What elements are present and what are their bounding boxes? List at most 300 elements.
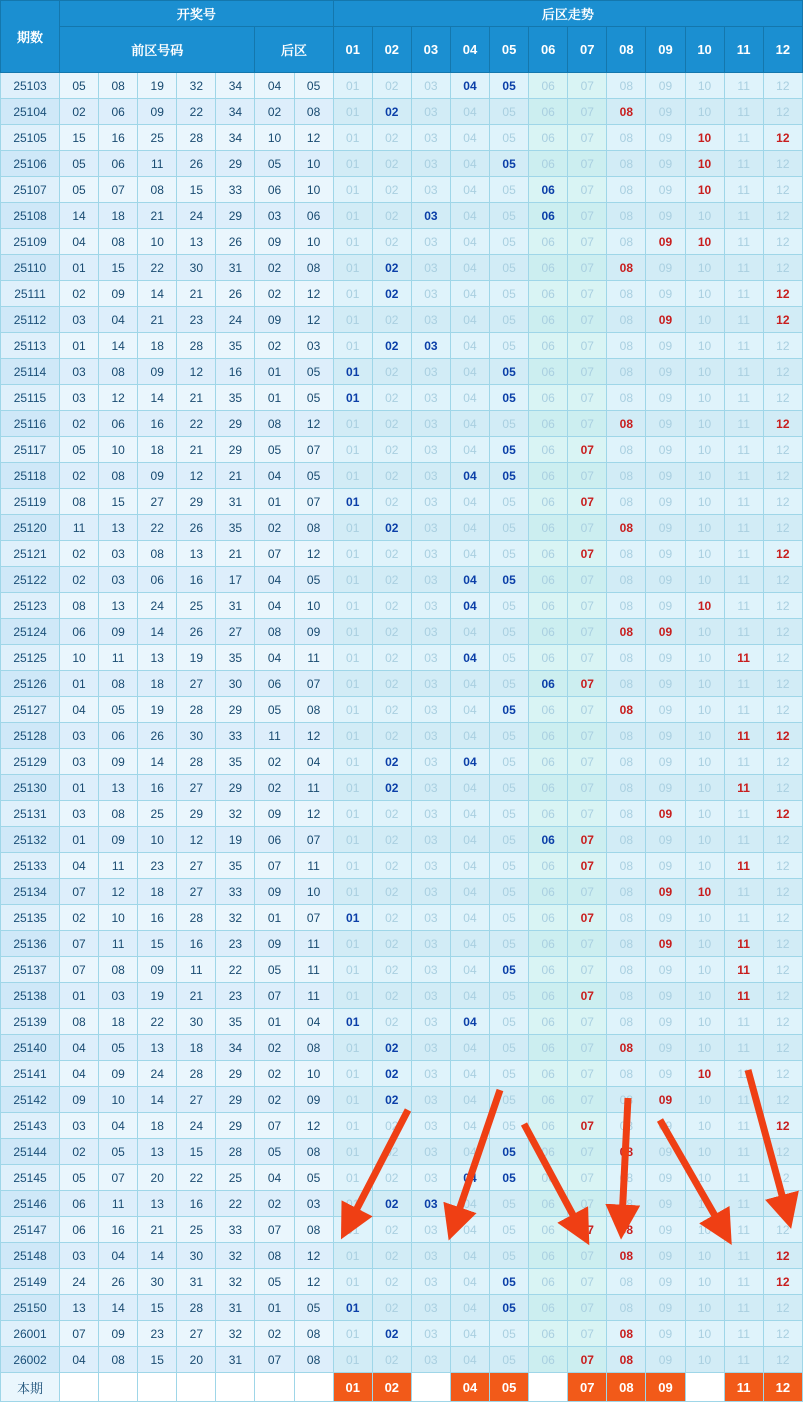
front-number-3: 15 [138, 1347, 177, 1373]
trend-cell-08: 08 [607, 281, 646, 307]
table-body [1, 73, 803, 1373]
trend-cell-03: 03 [411, 463, 450, 489]
current-cell-07[interactable]: 07 [568, 1373, 607, 1402]
front-number-2: 05 [99, 697, 138, 723]
current-cell-11[interactable]: 11 [724, 1373, 763, 1402]
trend-cell-02: 02 [372, 463, 411, 489]
trend-cell-04: 04 [450, 567, 489, 593]
trend-cell-10: 10 [685, 983, 724, 1009]
header-trend-col-10: 10 [685, 27, 724, 73]
front-number-2: 03 [99, 983, 138, 1009]
trend-cell-09: 09 [646, 1217, 685, 1243]
row-issue: 25135 [1, 905, 60, 931]
front-number-1: 01 [60, 333, 99, 359]
front-number-2: 16 [99, 1217, 138, 1243]
trend-cell-10: 10 [685, 1269, 724, 1295]
trend-cell-09: 09 [646, 1347, 685, 1373]
trend-cell-07: 07 [568, 853, 607, 879]
trend-cell-03: 03 [411, 619, 450, 645]
front-number-4: 28 [177, 905, 216, 931]
front-number-1: 04 [60, 853, 99, 879]
trend-cell-11: 11 [724, 385, 763, 411]
front-number-3: 16 [138, 905, 177, 931]
trend-cell-03: 03 [411, 1165, 450, 1191]
trend-cell-12: 12 [763, 1061, 802, 1087]
trend-cell-09: 09 [646, 359, 685, 385]
front-number-5: 35 [216, 749, 255, 775]
table-row [1, 1035, 803, 1061]
trend-cell-04: 04 [450, 1035, 489, 1061]
trend-cell-09: 09 [646, 255, 685, 281]
trend-cell-01: 01 [333, 853, 372, 879]
front-number-3: 13 [138, 1139, 177, 1165]
front-number-5: 30 [216, 671, 255, 697]
trend-cell-10: 10 [685, 541, 724, 567]
table-row [1, 853, 803, 879]
front-number-2: 13 [99, 775, 138, 801]
table-row [1, 541, 803, 567]
trend-cell-07: 07 [568, 489, 607, 515]
trend-cell-02: 02 [372, 73, 411, 99]
front-number-1: 06 [60, 619, 99, 645]
trend-cell-02: 02 [372, 879, 411, 905]
row-issue: 25137 [1, 957, 60, 983]
trend-cell-09: 09 [646, 1087, 685, 1113]
trend-cell-07: 07 [568, 99, 607, 125]
trend-cell-02: 02 [372, 1321, 411, 1347]
trend-cell-08: 08 [607, 775, 646, 801]
trend-cell-01: 01 [333, 645, 372, 671]
trend-cell-05: 05 [490, 333, 529, 359]
current-cell-12[interactable]: 12 [763, 1373, 802, 1402]
trend-cell-02: 02 [372, 723, 411, 749]
trend-cell-04: 04 [450, 203, 489, 229]
trend-cell-09: 09 [646, 541, 685, 567]
back-number-2: 05 [294, 1295, 333, 1321]
header-trend-col-09: 09 [646, 27, 685, 73]
trend-cell-08: 08 [607, 411, 646, 437]
current-cell-03[interactable] [411, 1373, 450, 1402]
row-issue: 25130 [1, 775, 60, 801]
trend-cell-10: 10 [685, 1321, 724, 1347]
trend-cell-09: 09 [646, 411, 685, 437]
back-number-1: 11 [255, 723, 294, 749]
front-number-1: 02 [60, 281, 99, 307]
front-number-1: 14 [60, 203, 99, 229]
trend-cell-06: 06 [529, 1139, 568, 1165]
front-number-4: 28 [177, 697, 216, 723]
trend-cell-04: 04 [450, 1139, 489, 1165]
front-number-1: 06 [60, 1191, 99, 1217]
trend-cell-05: 05 [490, 437, 529, 463]
trend-cell-11: 11 [724, 307, 763, 333]
trend-cell-11: 11 [724, 489, 763, 515]
front-number-1: 01 [60, 255, 99, 281]
trend-cell-01: 01 [333, 1321, 372, 1347]
front-number-4: 28 [177, 1061, 216, 1087]
trend-cell-11: 11 [724, 1347, 763, 1373]
table-row [1, 229, 803, 255]
front-number-4: 27 [177, 879, 216, 905]
trend-cell-09: 09 [646, 515, 685, 541]
trend-cell-07: 07 [568, 1061, 607, 1087]
trend-cell-07: 07 [568, 1113, 607, 1139]
front-number-5: 29 [216, 1061, 255, 1087]
front-number-4: 27 [177, 1321, 216, 1347]
trend-cell-10: 10 [685, 411, 724, 437]
trend-cell-06: 06 [529, 775, 568, 801]
trend-cell-04: 04 [450, 775, 489, 801]
trend-cell-12: 12 [763, 645, 802, 671]
trend-cell-01: 01 [333, 73, 372, 99]
front-number-1: 04 [60, 1061, 99, 1087]
front-number-3: 14 [138, 385, 177, 411]
trend-cell-03: 03 [411, 437, 450, 463]
trend-cell-03: 03 [411, 567, 450, 593]
back-number-1: 06 [255, 671, 294, 697]
trend-cell-02: 02 [372, 411, 411, 437]
trend-cell-01: 01 [333, 281, 372, 307]
row-issue: 25125 [1, 645, 60, 671]
trend-cell-10: 10 [685, 801, 724, 827]
trend-cell-03: 03 [411, 931, 450, 957]
trend-cell-08: 08 [607, 1139, 646, 1165]
trend-cell-05: 05 [490, 671, 529, 697]
trend-cell-09: 09 [646, 151, 685, 177]
front-number-3: 24 [138, 593, 177, 619]
trend-cell-05: 05 [490, 567, 529, 593]
trend-cell-08: 08 [607, 99, 646, 125]
back-number-2: 04 [294, 1009, 333, 1035]
trend-cell-10: 10 [685, 619, 724, 645]
front-number-1: 03 [60, 1243, 99, 1269]
trend-cell-06: 06 [529, 463, 568, 489]
trend-cell-03: 03 [411, 1191, 450, 1217]
trend-cell-06: 06 [529, 1217, 568, 1243]
trend-cell-08: 08 [607, 151, 646, 177]
front-number-2: 08 [99, 1347, 138, 1373]
front-number-2: 13 [99, 593, 138, 619]
trend-cell-04: 04 [450, 229, 489, 255]
trend-cell-05: 05 [490, 749, 529, 775]
trend-cell-01: 01 [333, 437, 372, 463]
trend-cell-03: 03 [411, 1035, 450, 1061]
front-number-1: 08 [60, 489, 99, 515]
trend-cell-09: 09 [646, 775, 685, 801]
front-number-3: 14 [138, 1087, 177, 1113]
table-row [1, 1243, 803, 1269]
front-number-2: 06 [99, 99, 138, 125]
table-row [1, 1139, 803, 1165]
back-number-1: 01 [255, 905, 294, 931]
row-issue: 25147 [1, 1217, 60, 1243]
trend-cell-08: 08 [607, 1269, 646, 1295]
trend-cell-11: 11 [724, 1035, 763, 1061]
trend-cell-04: 04 [450, 125, 489, 151]
current-cell-02[interactable]: 02 [372, 1373, 411, 1402]
front-number-4: 12 [177, 359, 216, 385]
trend-cell-07: 07 [568, 151, 607, 177]
trend-cell-03: 03 [411, 359, 450, 385]
front-number-5: 34 [216, 73, 255, 99]
row-issue: 25106 [1, 151, 60, 177]
trend-cell-10: 10 [685, 281, 724, 307]
front-number-4: 29 [177, 489, 216, 515]
front-number-3: 09 [138, 359, 177, 385]
front-number-4: 27 [177, 671, 216, 697]
current-cell-09[interactable]: 09 [646, 1373, 685, 1402]
front-number-5: 32 [216, 1269, 255, 1295]
trend-cell-03: 03 [411, 1217, 450, 1243]
trend-cell-11: 11 [724, 125, 763, 151]
front-number-5: 32 [216, 1243, 255, 1269]
trend-cell-03: 03 [411, 957, 450, 983]
trend-cell-06: 06 [529, 905, 568, 931]
trend-cell-09: 09 [646, 983, 685, 1009]
current-cell-01[interactable]: 01 [333, 1373, 372, 1402]
back-number-1: 06 [255, 177, 294, 203]
table-row [1, 1087, 803, 1113]
trend-cell-10: 10 [685, 255, 724, 281]
trend-cell-11: 11 [724, 619, 763, 645]
front-number-1: 09 [60, 1087, 99, 1113]
back-number-1: 05 [255, 1269, 294, 1295]
trend-cell-06: 06 [529, 723, 568, 749]
back-number-1: 02 [255, 1321, 294, 1347]
back-number-2: 12 [294, 801, 333, 827]
trend-cell-11: 11 [724, 983, 763, 1009]
front-number-4: 24 [177, 203, 216, 229]
trend-cell-03: 03 [411, 333, 450, 359]
trend-cell-09: 09 [646, 1035, 685, 1061]
front-number-5: 34 [216, 99, 255, 125]
front-number-3: 22 [138, 515, 177, 541]
row-issue: 25133 [1, 853, 60, 879]
current-cell-08[interactable]: 08 [607, 1373, 646, 1402]
back-number-2: 11 [294, 957, 333, 983]
header-trend-col-05: 05 [490, 27, 529, 73]
back-number-2: 08 [294, 515, 333, 541]
trend-cell-07: 07 [568, 957, 607, 983]
row-issue: 25128 [1, 723, 60, 749]
trend-cell-02: 02 [372, 177, 411, 203]
front-number-3: 27 [138, 489, 177, 515]
trend-cell-02: 02 [372, 853, 411, 879]
front-number-3: 19 [138, 983, 177, 1009]
trend-cell-08: 08 [607, 1321, 646, 1347]
front-number-5: 26 [216, 229, 255, 255]
trend-cell-01: 01 [333, 411, 372, 437]
table-row [1, 151, 803, 177]
back-number-1: 09 [255, 801, 294, 827]
trend-cell-08: 08 [607, 1243, 646, 1269]
trend-cell-09: 09 [646, 671, 685, 697]
trend-cell-03: 03 [411, 879, 450, 905]
trend-cell-05: 05 [490, 99, 529, 125]
trend-cell-11: 11 [724, 541, 763, 567]
front-number-2: 06 [99, 411, 138, 437]
trend-cell-09: 09 [646, 1269, 685, 1295]
front-number-5: 22 [216, 1191, 255, 1217]
back-number-1: 05 [255, 437, 294, 463]
row-issue: 25144 [1, 1139, 60, 1165]
trend-cell-12: 12 [763, 1269, 802, 1295]
trend-cell-12: 12 [763, 1009, 802, 1035]
front-number-5: 21 [216, 463, 255, 489]
back-number-1: 08 [255, 619, 294, 645]
trend-cell-07: 07 [568, 619, 607, 645]
front-number-3: 21 [138, 1217, 177, 1243]
front-number-3: 26 [138, 723, 177, 749]
trend-cell-06: 06 [529, 697, 568, 723]
trend-cell-10: 10 [685, 645, 724, 671]
trend-cell-07: 07 [568, 671, 607, 697]
trend-cell-12: 12 [763, 437, 802, 463]
current-blank-3 [138, 1373, 177, 1402]
trend-cell-01: 01 [333, 671, 372, 697]
trend-cell-02: 02 [372, 1295, 411, 1321]
front-number-3: 15 [138, 931, 177, 957]
current-cell-10[interactable] [685, 1373, 724, 1402]
front-number-2: 12 [99, 879, 138, 905]
front-number-1: 02 [60, 411, 99, 437]
front-number-3: 09 [138, 463, 177, 489]
trend-cell-07: 07 [568, 593, 607, 619]
trend-cell-05: 05 [490, 281, 529, 307]
trend-cell-03: 03 [411, 1295, 450, 1321]
trend-cell-10: 10 [685, 1087, 724, 1113]
trend-cell-12: 12 [763, 567, 802, 593]
front-number-1: 01 [60, 671, 99, 697]
table-row [1, 515, 803, 541]
front-number-2: 05 [99, 1139, 138, 1165]
trend-cell-09: 09 [646, 619, 685, 645]
trend-cell-04: 04 [450, 1217, 489, 1243]
trend-cell-10: 10 [685, 879, 724, 905]
trend-cell-12: 12 [763, 775, 802, 801]
trend-cell-12: 12 [763, 1087, 802, 1113]
trend-cell-11: 11 [724, 801, 763, 827]
current-cell-06[interactable] [529, 1373, 568, 1402]
back-number-2: 08 [294, 1035, 333, 1061]
trend-cell-08: 08 [607, 515, 646, 541]
front-number-2: 08 [99, 671, 138, 697]
trend-cell-10: 10 [685, 931, 724, 957]
trend-cell-04: 04 [450, 463, 489, 489]
trend-cell-09: 09 [646, 1061, 685, 1087]
trend-cell-12: 12 [763, 801, 802, 827]
front-number-3: 10 [138, 229, 177, 255]
back-number-2: 04 [294, 749, 333, 775]
trend-cell-02: 02 [372, 775, 411, 801]
trend-cell-01: 01 [333, 723, 372, 749]
front-number-3: 11 [138, 151, 177, 177]
table-row [1, 307, 803, 333]
trend-cell-11: 11 [724, 593, 763, 619]
trend-cell-01: 01 [333, 1347, 372, 1373]
trend-cell-05: 05 [490, 177, 529, 203]
trend-cell-01: 01 [333, 983, 372, 1009]
trend-cell-08: 08 [607, 255, 646, 281]
trend-cell-01: 01 [333, 203, 372, 229]
trend-cell-08: 08 [607, 1165, 646, 1191]
front-number-5: 31 [216, 489, 255, 515]
trend-cell-02: 02 [372, 229, 411, 255]
back-number-1: 04 [255, 1165, 294, 1191]
trend-cell-03: 03 [411, 411, 450, 437]
front-number-4: 23 [177, 307, 216, 333]
front-number-3: 06 [138, 567, 177, 593]
trend-cell-03: 03 [411, 1321, 450, 1347]
table-row [1, 99, 803, 125]
trend-cell-10: 10 [685, 359, 724, 385]
trend-cell-03: 03 [411, 1347, 450, 1373]
trend-cell-09: 09 [646, 1009, 685, 1035]
trend-cell-10: 10 [685, 905, 724, 931]
current-cell-04[interactable]: 04 [450, 1373, 489, 1402]
trend-cell-04: 04 [450, 1087, 489, 1113]
trend-cell-09: 09 [646, 437, 685, 463]
front-number-3: 19 [138, 73, 177, 99]
trend-cell-10: 10 [685, 437, 724, 463]
front-number-1: 02 [60, 1139, 99, 1165]
trend-cell-01: 01 [333, 1269, 372, 1295]
trend-cell-01: 01 [333, 619, 372, 645]
trend-cell-09: 09 [646, 723, 685, 749]
front-number-3: 08 [138, 177, 177, 203]
trend-cell-04: 04 [450, 983, 489, 1009]
front-number-2: 15 [99, 489, 138, 515]
trend-cell-06: 06 [529, 1347, 568, 1373]
front-number-2: 11 [99, 1191, 138, 1217]
table-header [1, 1, 803, 73]
front-number-5: 34 [216, 125, 255, 151]
table-row [1, 931, 803, 957]
row-issue: 25126 [1, 671, 60, 697]
trend-cell-08: 08 [607, 359, 646, 385]
header-trend-col-04: 04 [450, 27, 489, 73]
trend-cell-02: 02 [372, 619, 411, 645]
back-number-2: 11 [294, 983, 333, 1009]
trend-cell-03: 03 [411, 853, 450, 879]
back-number-2: 05 [294, 385, 333, 411]
trend-cell-10: 10 [685, 229, 724, 255]
back-number-2: 12 [294, 541, 333, 567]
trend-cell-02: 02 [372, 333, 411, 359]
trend-cell-03: 03 [411, 1269, 450, 1295]
trend-cell-12: 12 [763, 1165, 802, 1191]
trend-cell-08: 08 [607, 593, 646, 619]
current-cell-05[interactable]: 05 [490, 1373, 529, 1402]
trend-cell-05: 05 [490, 827, 529, 853]
trend-cell-12: 12 [763, 151, 802, 177]
row-issue: 25120 [1, 515, 60, 541]
trend-cell-06: 06 [529, 1113, 568, 1139]
header-trend-col-11: 11 [724, 27, 763, 73]
back-number-2: 11 [294, 931, 333, 957]
front-number-5: 29 [216, 697, 255, 723]
trend-cell-12: 12 [763, 281, 802, 307]
back-number-1: 08 [255, 411, 294, 437]
table-row [1, 359, 803, 385]
trend-cell-01: 01 [333, 879, 372, 905]
front-number-3: 16 [138, 775, 177, 801]
trend-cell-10: 10 [685, 515, 724, 541]
trend-cell-07: 07 [568, 203, 607, 229]
front-number-5: 29 [216, 1113, 255, 1139]
front-number-5: 23 [216, 983, 255, 1009]
front-number-5: 27 [216, 619, 255, 645]
